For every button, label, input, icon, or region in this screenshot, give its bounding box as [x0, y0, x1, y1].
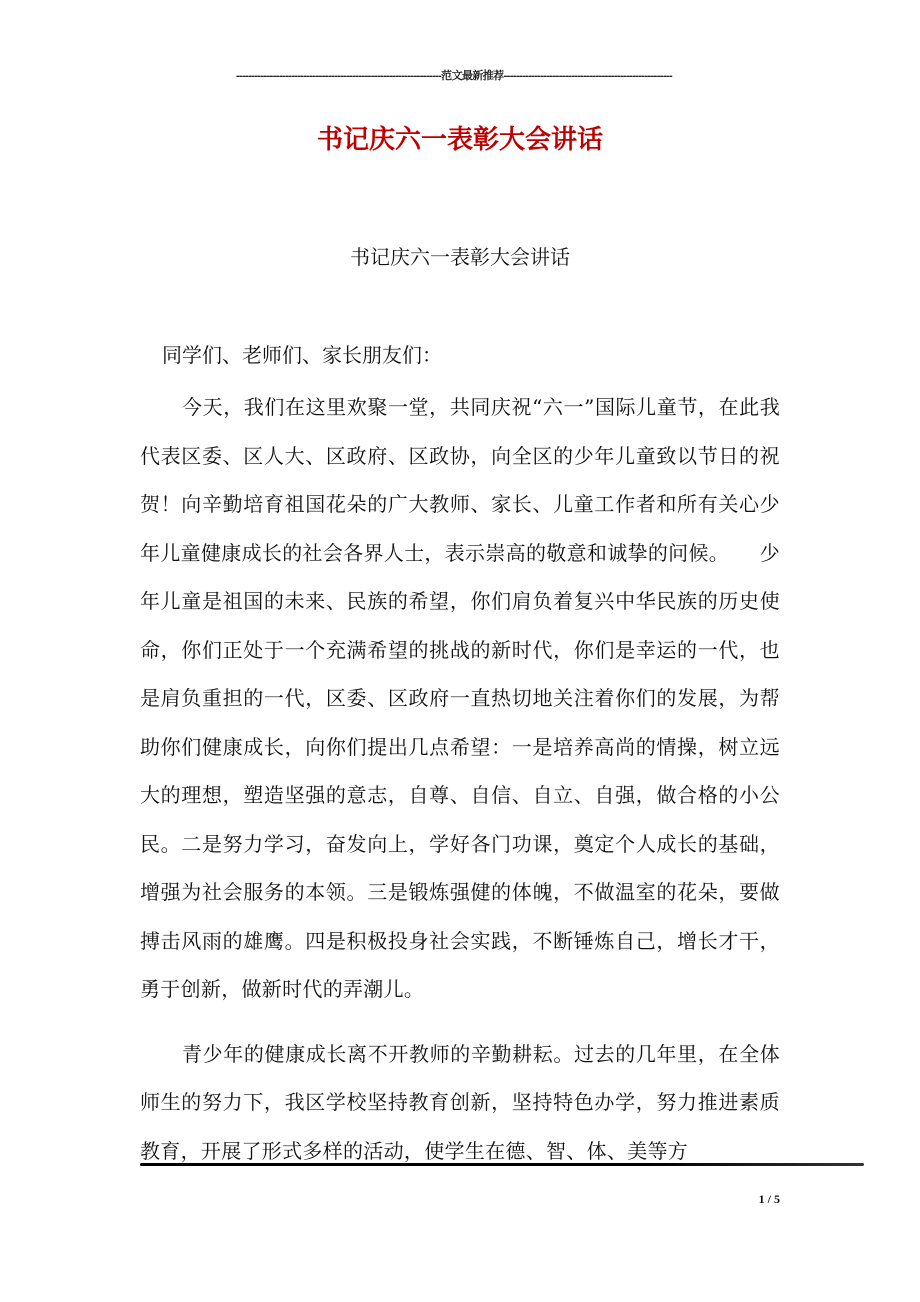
footer-divider [140, 1163, 864, 1166]
page-number: 1 / 5 [758, 1192, 780, 1206]
speech-body [140, 383, 780, 1175]
document-subtitle: 书记庆六一表彰大会讲话 [350, 245, 570, 269]
paragraph-2: 青少年的健康成长离不开教师的辛勤耕耘。过去的几年里，在全体师生的努力下，我区学校坚持教育创新，坚持特色办学，努力推进素质教育，开展了形式多样的活动，使学生在德、智、体、美等方 [140, 1041, 780, 1163]
salutation: 同学们、老师们、家长朋友们： [162, 343, 442, 367]
paragraph-1: 今天，我们在这里欢聚一堂，共同庆祝“六一”国际儿童节，在此我代表区委、区人大、区政府、区政协，向全区的少年儿童致以节日的祝贺！向辛勤培育祖国花朵的广大教师、家长、儿童工作者和所有关心少年儿童健康成长的社会各界人士，表示崇高的敬意和诚挚的问候。 少年儿童是祖国的未来、民族的希望，你们肩负着复兴中华民族的历史使命，你们正处于一个充满希望的挑战的新时代，你们是幸运的一代，也是肩负重担的一代，区委、区政府一直热切地关注着你们的发展，为帮助你们健康成长，向你们提出几点希望：一是培养高尚的情操，树立远大的理想，塑造坚强的意志，自尊、自信、自立、自强，做合格的小公民。二是努力学习，奋发向上，学好各门功课，奠定个人成长的基础，增强为社会服务的本领。三是锻炼强健的体魄，不做温室的花朵，要做搏击风雨的雄鹰。四是积极投身社会实践，不断锤炼自己，增长才干，勇于创新，做新时代的弄潮儿。 [140, 395, 780, 1001]
document-title: 书记庆六一表彰大会讲话 [316, 125, 603, 155]
header-recommendation-line: -------------------------------------------------------------------范文最新推荐------------------------------------------------------- [235, 70, 673, 82]
